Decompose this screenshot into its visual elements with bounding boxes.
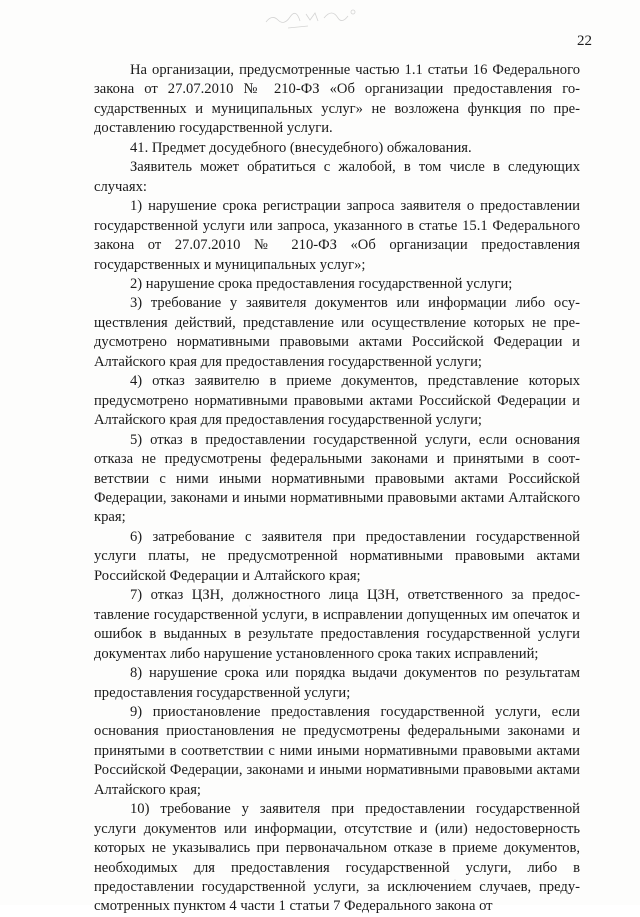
list-item-9: 9) приостановление предоставления государственной услуги, если основания приостановления не предусмотрены федеральными законами и принятыми в соответствии с ними иными нормативными правовыми актами Российской Федерации, законами и иными нормативными правовыми актами Алтайского края; xyxy=(94,703,580,798)
list-item-7: 7) отказ ЦЗН, должностного лица ЦЗН, ответственного за предоставление государственной услуги, в исправлении допущенных им опечаток и ошибок в выданных в результате предоставления государственной услуги документах либо нарушение установленного срока таких исправлений; xyxy=(94,587,580,662)
list-item-10: 10) требование у заявителя при предоставлении государственной услуги документов или информации, отсутствие и (или) недостоверность которых не указывались при первоначальном отказе в приеме документов, необходимых для предоставления государственной услуги, либо в предоставлении государственной услуги, за исключением случаев, предусмотренных пунктом 4 части 1 статьи 7 Федерального закона от xyxy=(94,801,580,915)
paragraph-section-41-heading: 41. Предмет досудебного (внесудебного) обжалования. xyxy=(130,139,472,156)
faint-stamp-mark xyxy=(258,2,378,34)
list-item-2: 2) нарушение срока предоставления государственной услуги; xyxy=(130,275,513,292)
page-number: 22 xyxy=(577,33,592,49)
list-item-8: 8) нарушение срока или порядка выдачи документов по результатам предоставления государственной услуги; xyxy=(94,665,580,701)
document-body xyxy=(94,61,580,917)
list-item-6: 6) затребование с заявителя при предоставлении государственной услуги платы, не предусмотренной нормативными правовыми актами Российской Федерации и Алтайского края; xyxy=(94,528,580,584)
list-item-4: 4) отказ заявителю в приеме документов, представление которых предусмотрено нормативными правовыми актами Российской Федерации и Алтайского края для предоставления государственной услуги; xyxy=(94,373,580,429)
list-item-3: 3) требование у заявителя документов или информации либо осуществления действий, представление или осуществление которых не предусмотрено нормативными правовыми актами Российской Федерации и Алтайского края для предоставления государственной услуги; xyxy=(94,295,580,370)
paragraph-organizations-note: На организации, предусмотренные частью 1.1 статьи 16 Федерального закона от 27.07.2010 № 210-ФЗ «Об организации предоставления государственных и муниципальных услуг» не возложена функция по предоставлению государственной услуги. xyxy=(94,62,580,137)
list-item-5: 5) отказ в предоставлении государственной услуги, если основания отказа не предусмотрены федеральными законами и принятыми в соответствии с ними иными нормативными правовыми актами Российской Федерации, законами и иными нормативными правовыми актами Алтайского края; xyxy=(94,431,580,526)
paragraph-complaint-cases-intro: Заявитель может обратиться с жалобой, в том числе в следующих случаях: xyxy=(94,159,580,195)
list-item-1: 1) нарушение срока регистрации запроса заявителя о предоставлении государственной услуги или запроса, указанного в статье 15.1 Федерального закона от 27.07.2010 № 210-ФЗ «Об организации предоставления государственных и муниципальных услуг»; xyxy=(94,198,580,273)
